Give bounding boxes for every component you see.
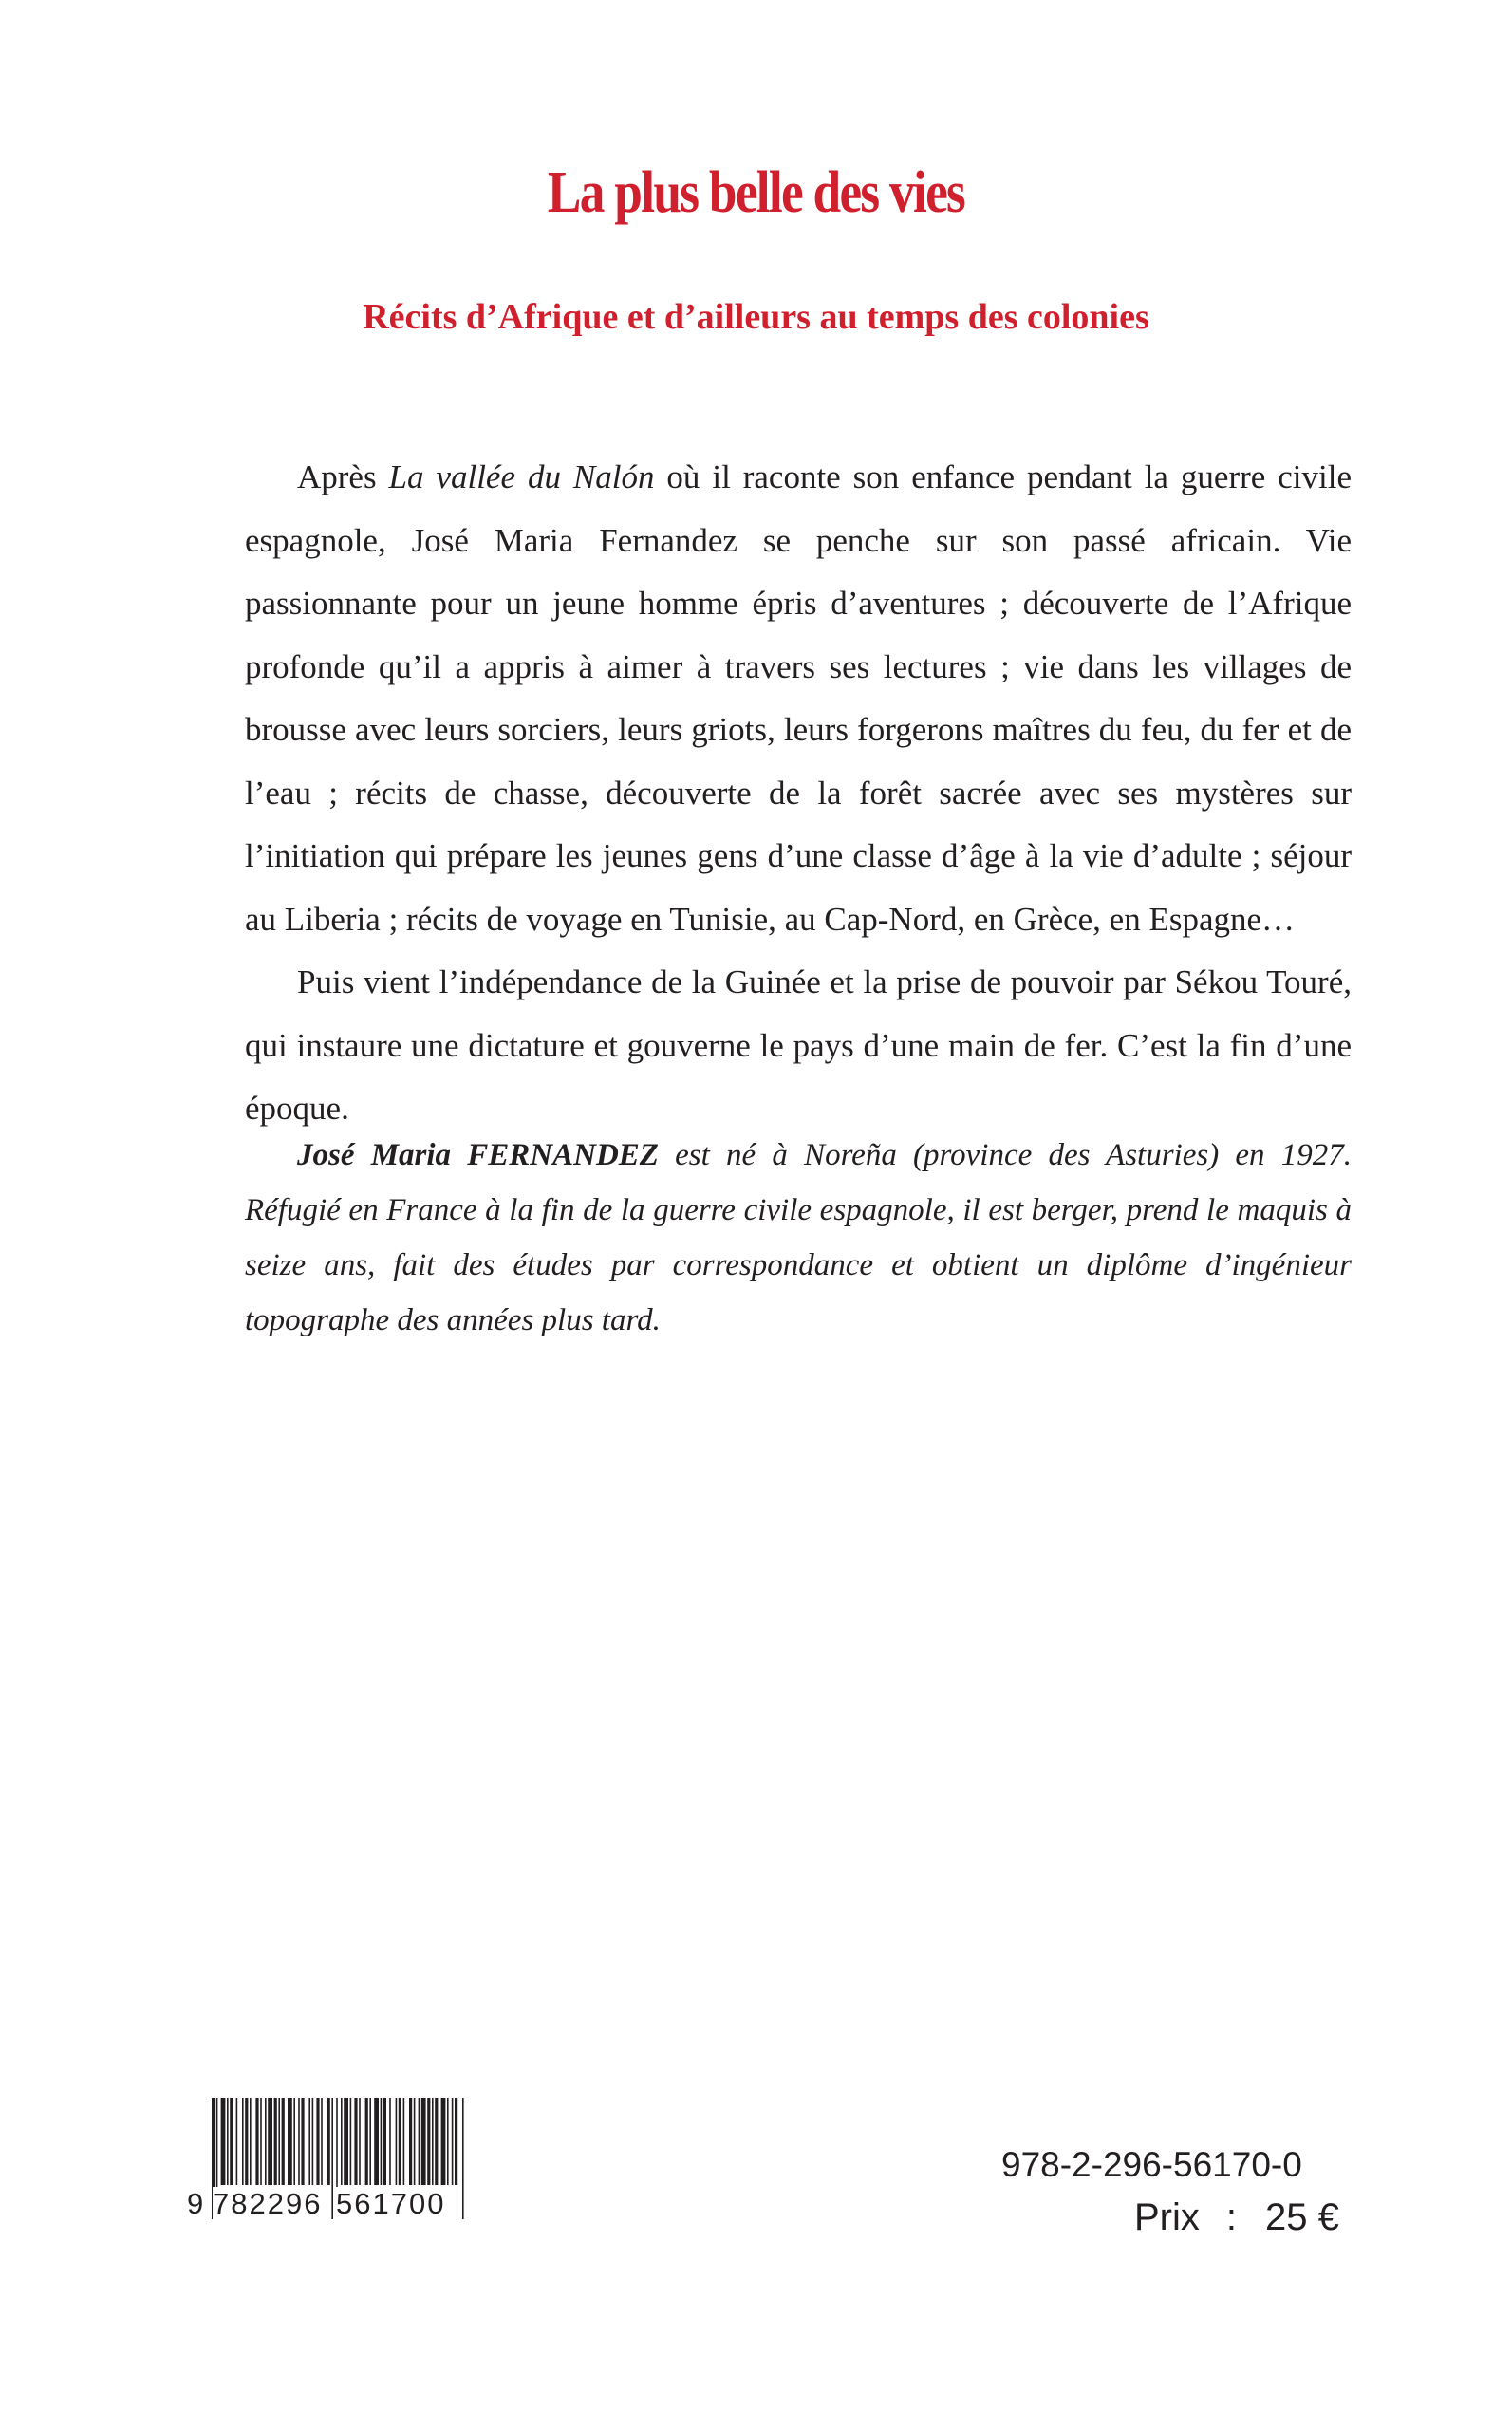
barcode-bar <box>462 2098 464 2219</box>
barcode-bar <box>265 2098 267 2185</box>
barcode-bar <box>312 2098 314 2185</box>
barcode-bar <box>354 2098 357 2185</box>
barcode-bar <box>403 2098 405 2185</box>
book-title: La plus belle des vies <box>547 160 965 225</box>
barcode-bar <box>399 2098 401 2185</box>
author-bio-paragraph <box>245 1128 1352 1348</box>
barcode-bar <box>274 2098 277 2185</box>
barcode-bar <box>242 2098 244 2185</box>
barcode-bar <box>432 2098 434 2185</box>
barcode-bar <box>441 2098 446 2185</box>
barcode-bar <box>321 2098 323 2185</box>
barcode-bar <box>421 2098 426 2185</box>
barcode-bar <box>419 2098 420 2185</box>
barcode-bar <box>396 2098 398 2185</box>
barcode-bar <box>288 2098 292 2185</box>
price-label: Prix <box>1134 2196 1200 2238</box>
barcode-bar <box>268 2098 272 2185</box>
barcode-digits-right: 561700 <box>336 2187 446 2220</box>
barcode-digits-left: 782296 <box>213 2187 323 2220</box>
barcode-bar <box>227 2098 229 2185</box>
barcode-bar <box>369 2098 371 2185</box>
barcode-bar <box>374 2098 379 2185</box>
barcode-bar <box>250 2098 252 2185</box>
barcode-bar <box>409 2098 412 2185</box>
barcode-bar <box>278 2098 280 2185</box>
barcode-bar <box>365 2098 368 2185</box>
barcode-bar <box>255 2098 258 2185</box>
barcode-bar <box>447 2098 449 2185</box>
barcode-bar <box>381 2098 383 2185</box>
barcode-bar <box>293 2098 295 2185</box>
barcode-bar <box>427 2098 430 2185</box>
price-value: 25 € <box>1265 2196 1339 2238</box>
barcode-bar <box>344 2098 348 2185</box>
barcode-bar <box>298 2098 300 2185</box>
blurb-paragraph-2: Puis vient l’indépendance de la Guinée et la prise de pouvoir par Sékou Touré, qui instaure une dictature et gouverne le pays d’une main de fer. C’est la fin d’une époque. <box>245 963 1352 1127</box>
barcode-bar <box>414 2098 416 2185</box>
barcode-lead-digit: 9 <box>187 2187 204 2220</box>
author-bio <box>245 1128 1352 1348</box>
barcode-bar <box>236 2098 238 2185</box>
barcode-bar <box>282 2098 285 2185</box>
barcode-bar <box>308 2098 310 2185</box>
blurb-p1-start: Après <box>297 458 389 495</box>
previous-book-title: La vallée du Nalón <box>388 458 655 495</box>
barcode-bar <box>245 2098 248 2185</box>
barcode-bar <box>331 2098 333 2219</box>
price-row <box>1134 2196 1339 2239</box>
isbn-number: 978-2-296-56170-0 <box>1001 2145 1302 2184</box>
author-bio-text: est né à Noreña (province des Asturies) en 1927. Réfugié en France à la fin de la guerre civile espagnole, il est berger, prend le maquis à seize ans, fait des études par correspondance et obtient un diplôme d’ingénieur topographe des années plus tard. <box>245 1138 1352 1337</box>
book-subtitle: Récits d’Afrique et d’ailleurs au temps des colonies <box>363 297 1149 337</box>
barcode-bar <box>455 2098 457 2185</box>
barcode-bar <box>350 2098 352 2185</box>
barcode-bar <box>327 2098 330 2185</box>
blurb-text <box>245 446 1352 1141</box>
barcode-bar <box>230 2098 233 2185</box>
barcode-bar <box>359 2098 361 2185</box>
author-name: José Maria FERNANDEZ <box>297 1138 659 1172</box>
price-colon: : <box>1225 2196 1238 2238</box>
barcode-bar <box>221 2098 226 2185</box>
blurb-paragraph-1 <box>245 446 1352 951</box>
barcode-bar <box>301 2098 304 2185</box>
barcode-bar <box>452 2098 454 2185</box>
barcode-bar <box>435 2098 438 2185</box>
blurb-p1-rest: où il raconte son enfance pendant la guerre civile espagnole, José Maria Fernandez se penche sur son passé africain. Vie passionnante pour un jeune homme épris d’aventures ; découverte de l’Afrique profonde qu’il a appris à aimer à travers ses lectures ; vie dans les villages de brousse avec leurs sorciers, leurs griots, leurs forgerons maîtres du feu, du fer et de l’eau ; récits de chasse, découverte de la forêt sacrée avec ses mystères sur l’initiation qui prépare les jeunes gens d’une classe d’âge à la vie d’adulte ; séjour au Liberia ; récits de voyage en Tunisie, au Cap-Nord, en Grèce, en Espagne… <box>245 458 1352 938</box>
barcode-bar <box>383 2098 386 2185</box>
barcode-bar <box>316 2098 319 2185</box>
barcode-bar <box>341 2098 343 2185</box>
barcode-bar <box>389 2098 391 2185</box>
barcode-bar <box>260 2098 262 2185</box>
